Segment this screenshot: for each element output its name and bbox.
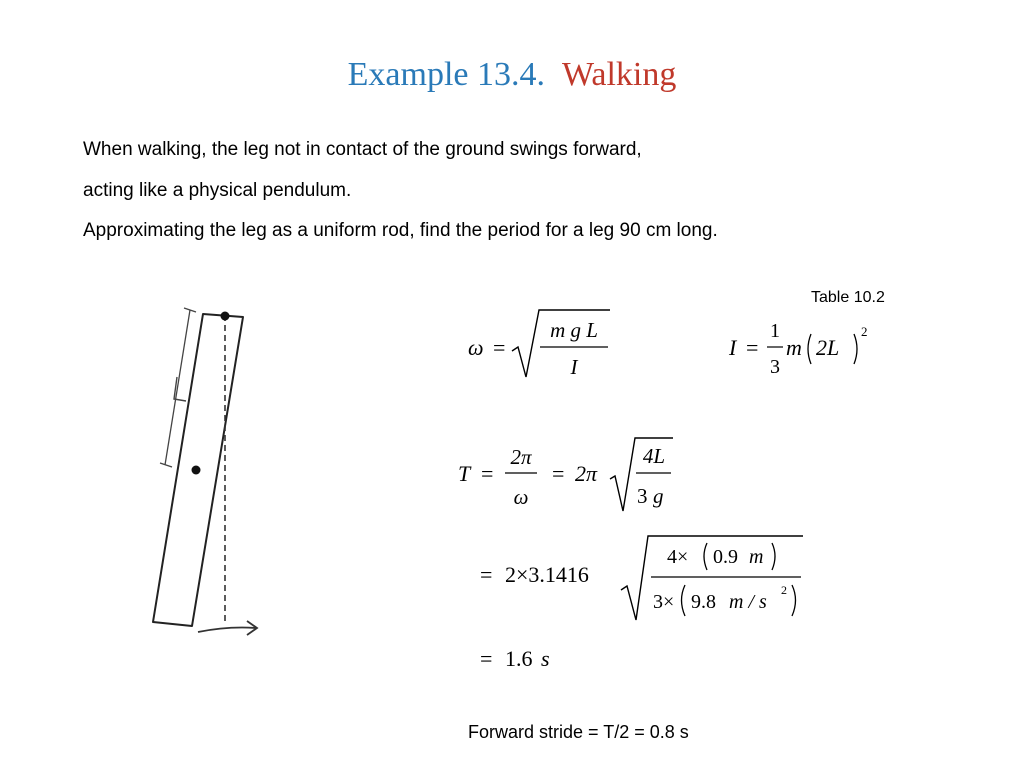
period-sqrt-den-num: 3	[637, 484, 648, 508]
example-name: Walking	[561, 56, 677, 93]
num-right-paren	[772, 543, 775, 570]
den-left-paren	[682, 585, 686, 616]
title-dot: .	[536, 56, 545, 93]
period-sqrt-den-var: g	[653, 484, 664, 508]
num-left-paren	[704, 543, 707, 570]
inertia-frac-den: 3	[770, 356, 780, 378]
body-line-2: acting like a physical pendulum.	[83, 180, 352, 201]
result-value: 1.6	[505, 646, 533, 671]
leg-rod-sketch	[140, 295, 280, 640]
substitution-lhs: 2×3.1416	[505, 562, 589, 587]
table-reference: Table 10.2	[811, 289, 885, 306]
inertia-inner: 2L	[816, 335, 840, 360]
period-equals: =	[481, 461, 494, 486]
body-line-1: When walking, the leg not in contact of the ground swings forward,	[83, 139, 642, 160]
period-sqrt-num: 4L	[642, 444, 666, 468]
inertia-symbol: I	[729, 335, 737, 360]
substitution-den-coef: 3×	[653, 591, 675, 613]
pivot-dot	[221, 312, 230, 321]
swing-arrow	[198, 628, 256, 633]
period-coef: 2π	[575, 461, 598, 486]
result-equals: =	[480, 646, 493, 671]
substitution-num-unit: m	[749, 546, 764, 568]
substitution-equals: =	[480, 562, 493, 587]
omega-numerator: m g L	[550, 318, 598, 342]
inertia-left-paren	[808, 334, 811, 364]
inertia-equals: =	[746, 335, 759, 360]
period-equation	[455, 433, 685, 518]
omega-equals: =	[493, 335, 506, 360]
inertia-power: 2	[861, 324, 868, 339]
inertia-right-paren	[854, 334, 857, 364]
substitution-den-val: 9.8	[691, 591, 716, 613]
inertia-frac-num: 1	[770, 320, 780, 342]
substitution-den-pow: 2	[781, 583, 787, 597]
slide-title	[0, 56, 1024, 94]
body-line-3: Approximating the leg as a uniform rod, find the period for a leg 90 cm long.	[83, 220, 718, 241]
substitution-num-val: 0.9	[713, 546, 738, 568]
den-right-paren	[792, 585, 796, 616]
inertia-equation	[725, 312, 885, 387]
example-number: Example 13.4	[347, 56, 537, 93]
length-dimension-line	[165, 310, 190, 465]
omega-symbol: ω	[468, 335, 484, 360]
period-frac-num: 2π	[510, 445, 532, 469]
omega-denominator: I	[570, 355, 578, 379]
period-frac-den: ω	[513, 485, 529, 509]
center-of-mass-dot	[192, 466, 201, 475]
substitution-num-coef: 4×	[667, 546, 689, 568]
forward-stride-note: Forward stride = T/2 = 0.8 s	[468, 722, 689, 742]
result-unit: s	[541, 646, 550, 671]
period-equals-2: =	[552, 461, 565, 486]
omega-equation	[460, 305, 620, 385]
inertia-mass: m	[786, 335, 802, 360]
result-equation	[478, 640, 578, 675]
length-tick-bottom	[160, 463, 172, 467]
period-symbol: T	[458, 461, 471, 486]
substitution-den-unit: m / s	[729, 591, 767, 613]
substitution-equation	[475, 530, 815, 625]
